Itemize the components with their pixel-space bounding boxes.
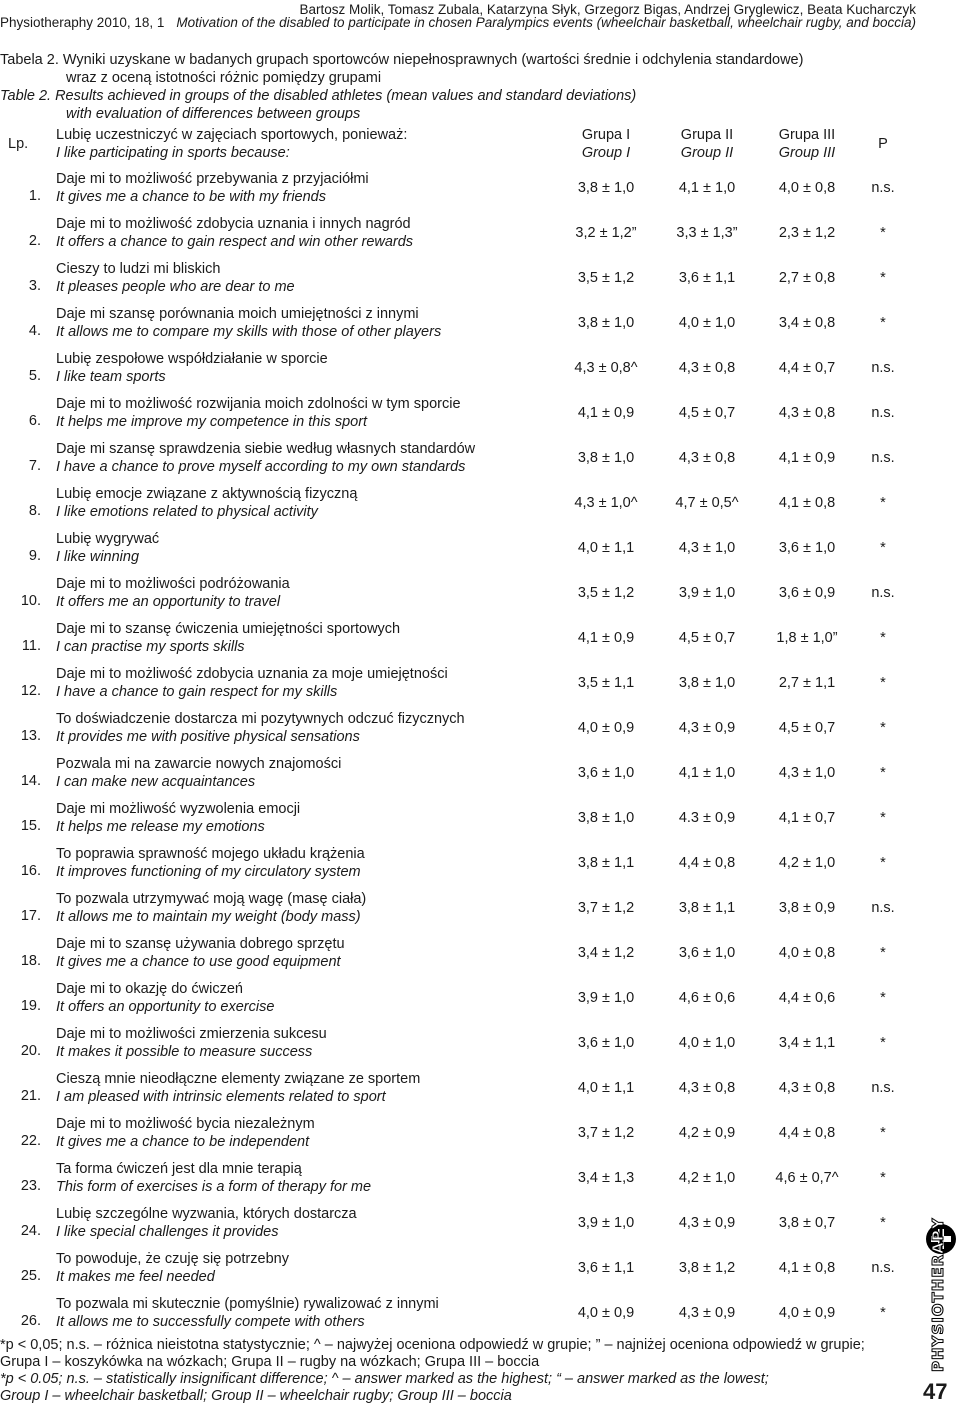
row-description (56, 845, 365, 881)
cell-group2: 4.3 ± 0,9 (678, 810, 736, 826)
table-row (0, 710, 920, 755)
cell-group3: 4,0 ± 0,9 (778, 1305, 836, 1321)
cell-group1: 3,6 ± 1,0 (577, 1035, 635, 1051)
row-description-en: It gives me a chance to be with my friends (56, 189, 326, 205)
row-description (56, 170, 369, 206)
row-description (56, 1160, 371, 1196)
row-description-pl: To pozwala utrzymywać moją wagę (masę ciała) (56, 891, 367, 907)
row-description (56, 395, 461, 431)
cell-p-value: n.s. (871, 900, 895, 916)
footnote-pl-line2: Grupa I – koszykówka na wózkach; Grupa II – rugby na wózkach; Grupa III – boccia (0, 1354, 540, 1370)
row-description-en: It pleases people who are dear to me (56, 279, 295, 295)
row-description-pl: Daje mi to możliwości zmierzenia sukcesu (56, 1026, 327, 1042)
row-number: 11. (21, 638, 41, 654)
running-header-journal: Physiotheraphy 2010, 18, 1 (0, 15, 165, 30)
row-description-pl: To doświadczenie dostarcza mi pozytywnych odczuć fizycznych (56, 711, 465, 727)
row-description-en: It offers me an opportunity to travel (56, 594, 281, 610)
table-row (0, 1160, 920, 1205)
cell-p-value: * (880, 1125, 886, 1141)
cell-group2: 3,8 ± 1,0 (678, 675, 736, 691)
running-header-authors: Bartosz Molik, Tomasz Zubala, Katarzyna Słyk, Grzegorz Bigas, Andrzej Gryglewicz, Beata Kucharczyk (299, 2, 916, 17)
row-description (56, 440, 475, 476)
cell-p-value: * (880, 945, 886, 961)
cell-group1: 3,8 ± 1,1 (577, 855, 635, 871)
caption-pl-line1: Tabela 2. Wyniki uzyskane w badanych grupach sportowców niepełnosprawnych (wartości średnie i odchylenia standardowe) (0, 52, 804, 68)
row-description-pl: Cieszą mnie nieodłączne elementy związane ze sportem (56, 1071, 421, 1087)
table-row (0, 1115, 920, 1160)
row-description (56, 305, 441, 341)
cell-group1: 4,0 ± 0,9 (577, 1305, 635, 1321)
table-row (0, 1205, 920, 1250)
journal-logo-text: PHYSIOTHERAPY (929, 1217, 947, 1372)
row-number: 20. (20, 1043, 41, 1059)
row-number: 22. (20, 1133, 41, 1149)
cell-p-value: * (880, 495, 886, 511)
row-number: 13. (20, 728, 41, 744)
table-row (0, 755, 920, 800)
cell-p-value: * (880, 270, 886, 286)
cell-group2: 4,2 ± 1,0 (678, 1170, 736, 1186)
cell-group3: 3,6 ± 1,0 (778, 540, 836, 556)
cell-p-value: * (880, 810, 886, 826)
cell-group2: 4,1 ± 1,0 (678, 765, 736, 781)
table-row (0, 980, 920, 1025)
cell-p-value: n.s. (871, 180, 895, 196)
cell-p-value: * (880, 855, 886, 871)
row-number: 26. (20, 1313, 41, 1329)
caption-pl-line2: wraz z oceną istotności różnic pomiędzy grupami (66, 70, 382, 86)
row-description-en: I like winning (56, 549, 140, 565)
cell-group2: 4,5 ± 0,7 (678, 405, 736, 421)
table-row (0, 215, 920, 260)
cell-p-value: * (880, 1305, 886, 1321)
col-header-group3-pl: Grupa III (778, 127, 836, 143)
table-row (0, 395, 920, 440)
cell-group3: 4,1 ± 0,8 (778, 1260, 836, 1276)
row-number: 5. (28, 368, 41, 384)
table-caption (0, 51, 900, 123)
col-header-group1-pl: Grupa I (581, 127, 631, 143)
cell-p-value: n.s. (871, 450, 895, 466)
col-header-description (56, 126, 407, 162)
row-number: 4. (28, 323, 41, 339)
cell-group1: 4,1 ± 0,9 (577, 630, 635, 646)
row-description (56, 485, 357, 521)
cell-group2: 4,5 ± 0,7 (678, 630, 736, 646)
table-row (0, 1025, 920, 1070)
row-number: 19. (20, 998, 41, 1014)
row-number: 18. (20, 953, 41, 969)
cell-p-value: * (880, 225, 886, 241)
cell-group3: 4,6 ± 0,7^ (775, 1170, 839, 1186)
row-description (56, 260, 295, 296)
row-number: 15. (20, 818, 41, 834)
col-header-group3-en: Group III (778, 145, 836, 161)
row-description-pl: Daje mi to możliwość zdobycia uznania i innych nagród (56, 216, 411, 232)
cell-group2: 4,3 ± 0,9 (678, 1215, 736, 1231)
cell-group1: 4,0 ± 1,1 (577, 540, 635, 556)
row-description (56, 710, 465, 746)
row-number: 6. (28, 413, 41, 429)
row-description (56, 935, 345, 971)
cell-group2: 4,3 ± 0,8 (678, 360, 736, 376)
row-description (56, 1025, 327, 1061)
cell-group3: 4,4 ± 0,8 (778, 1125, 836, 1141)
row-description (56, 1295, 439, 1331)
col-header-p: P (878, 136, 888, 152)
table-row (0, 440, 920, 485)
cell-p-value: * (880, 990, 886, 1006)
cell-group1: 3,5 ± 1,2 (577, 585, 635, 601)
cell-group2: 4,4 ± 0,8 (678, 855, 736, 871)
caption-en-line1: Table 2. Results achieved in groups of the disabled athletes (mean values and standard deviations) (0, 88, 637, 104)
table-row (0, 530, 920, 575)
row-number: 16. (20, 863, 41, 879)
table-row (0, 620, 920, 665)
row-number: 2. (28, 233, 41, 249)
table-row (0, 800, 920, 845)
row-description-en: It helps me release my emotions (56, 819, 265, 835)
cell-p-value: * (880, 315, 886, 331)
cell-group3: 3,8 ± 0,7 (778, 1215, 836, 1231)
row-description-en: I can make new acquaintances (56, 774, 256, 790)
col-header-group2-en: Group II (680, 145, 734, 161)
row-description (56, 980, 274, 1016)
cell-group3: 3,8 ± 0,9 (778, 900, 836, 916)
cell-group2: 3,8 ± 1,1 (678, 900, 736, 916)
cell-group3: 4,1 ± 0,7 (778, 810, 836, 826)
cell-group1: 4,0 ± 0,9 (577, 720, 635, 736)
table-row (0, 260, 920, 305)
row-description (56, 620, 400, 656)
cell-p-value: n.s. (871, 585, 895, 601)
row-description-pl: Daje mi to szansę używania dobrego sprzętu (56, 936, 345, 952)
cell-p-value: * (880, 1215, 886, 1231)
row-description (56, 1115, 315, 1151)
cell-group3: 4,3 ± 0,8 (778, 1080, 836, 1096)
row-description-en: It provides me with positive physical sensations (56, 729, 360, 745)
cell-group3: 4,5 ± 0,7 (778, 720, 836, 736)
cell-group2: 4,3 ± 0,8 (678, 450, 736, 466)
row-description-en: It allows me to successfully compete with others (56, 1314, 365, 1330)
cell-group3: 4,2 ± 1,0 (778, 855, 836, 871)
cell-group1: 4,3 ± 0,8^ (574, 360, 638, 376)
cell-group3: 2,7 ± 0,8 (778, 270, 836, 286)
row-description-en: It gives me a chance to use good equipment (56, 954, 341, 970)
cell-group1: 3,9 ± 1,0 (577, 990, 635, 1006)
cell-p-value: * (880, 720, 886, 736)
row-description (56, 1070, 420, 1106)
cell-group3: 4,1 ± 0,9 (778, 450, 836, 466)
cell-group1: 4,1 ± 0,9 (577, 405, 635, 421)
cell-group3: 3,4 ± 0,8 (778, 315, 836, 331)
row-description-en: It makes it possible to measure success (56, 1044, 313, 1060)
cell-group1: 4,0 ± 1,1 (577, 1080, 635, 1096)
table-row (0, 1295, 920, 1340)
row-description-pl: Daje mi to okazję do ćwiczeń (56, 981, 243, 997)
cell-group2: 3,3 ± 1,3” (676, 225, 738, 241)
col-header-group3 (758, 126, 856, 162)
cell-group1: 3,8 ± 1,0 (577, 810, 635, 826)
table-row (0, 485, 920, 530)
col-header-group2 (655, 126, 759, 162)
row-description (56, 890, 366, 926)
row-description-pl: Ta forma ćwiczeń jest dla mnie terapią (56, 1161, 302, 1177)
row-description (56, 350, 328, 386)
cell-p-value: * (880, 1170, 886, 1186)
row-number: 7. (28, 458, 41, 474)
row-number: 12. (20, 683, 41, 699)
row-number: 21. (20, 1088, 41, 1104)
row-description-en: I am pleased with intrinsic elements related to sport (56, 1089, 386, 1105)
col-header-desc-pl: Lubię uczestniczyć w zajęciach sportowych, ponieważ: (56, 127, 408, 143)
cell-group1: 3,8 ± 1,0 (577, 450, 635, 466)
cell-group1: 3,8 ± 1,0 (577, 180, 635, 196)
cell-group3: 2,3 ± 1,2 (778, 225, 836, 241)
cell-group3: 3,6 ± 0,9 (778, 585, 836, 601)
row-description-en: It gives me a chance to be independent (56, 1134, 310, 1150)
table-row (0, 170, 920, 215)
row-description-pl: Cieszy to ludzi mi bliskich (56, 261, 221, 277)
page-number: 47 (923, 1379, 948, 1404)
row-description (56, 1250, 289, 1286)
row-description-en: It offers an opportunity to exercise (56, 999, 275, 1015)
cell-group1: 3,7 ± 1,2 (577, 1125, 635, 1141)
table-row (0, 350, 920, 395)
row-description-en: It helps me improve my competence in this sport (56, 414, 368, 430)
row-description-en: It improves functioning of my circulatory system (56, 864, 361, 880)
row-description-pl: Daje mi szansę porównania moich umiejętności z innymi (56, 306, 419, 322)
cell-group2: 4,7 ± 0,5^ (675, 495, 739, 511)
table-row (0, 1250, 920, 1295)
table-footnotes (0, 1337, 865, 1405)
cell-group2: 3,9 ± 1,0 (678, 585, 736, 601)
cell-p-value: * (880, 540, 886, 556)
row-description-pl: Daje mi to możliwość zdobycia uznania za moje umiejętności (56, 666, 448, 682)
footnote-en-line1: *p < 0.05; n.s. – statistically insignificant difference; ^ – answer marked as the highest; “ – answer marked as the lowest; (0, 1371, 769, 1387)
row-number: 25. (20, 1268, 41, 1284)
row-description-en: It allows me to compare my skills with those of other players (56, 324, 442, 340)
cell-group1: 3,2 ± 1,2” (575, 225, 637, 241)
cell-group2: 4,6 ± 0,6 (678, 990, 736, 1006)
cell-group2: 3,8 ± 1,2 (678, 1260, 736, 1276)
row-number: 24. (20, 1223, 41, 1239)
cell-group1: 3,4 ± 1,2 (577, 945, 635, 961)
row-description-pl: Daje mi to szansę ćwiczenia umiejętności sportowych (56, 621, 401, 637)
cell-group3: 2,7 ± 1,1 (778, 675, 836, 691)
cell-group1: 3,6 ± 1,1 (577, 1260, 635, 1276)
cell-group3: 4,3 ± 1,0 (778, 765, 836, 781)
row-number: 1. (28, 188, 41, 204)
cell-group3: 1,8 ± 1,0” (776, 630, 838, 646)
row-description (56, 665, 448, 701)
cell-group2: 4,0 ± 1,0 (678, 315, 736, 331)
cell-group3: 4,0 ± 0,8 (778, 180, 836, 196)
cell-group1: 3,7 ± 1,2 (577, 900, 635, 916)
cell-group2: 4,2 ± 0,9 (678, 1125, 736, 1141)
row-number: 9. (28, 548, 41, 564)
cell-p-value: * (880, 1035, 886, 1051)
row-description-pl: Daje mi to możliwość przebywania z przyjaciółmi (56, 171, 369, 187)
row-description-pl: Pozwala mi na zawarcie nowych znajomości (56, 756, 342, 772)
row-description-en: It allows me to maintain my weight (body mass) (56, 909, 361, 925)
cell-group2: 3,6 ± 1,0 (678, 945, 736, 961)
journal-logo (922, 1217, 960, 1372)
col-header-group2-pl: Grupa II (680, 127, 734, 143)
row-description-pl: Daje mi szansę sprawdzenia siebie według własnych standardów (56, 441, 476, 457)
cell-group1: 3,4 ± 1,3 (577, 1170, 635, 1186)
row-description-pl: Lubię szczególne wyzwania, których dostarcza (56, 1206, 357, 1222)
cell-group2: 4,3 ± 1,0 (678, 540, 736, 556)
cell-group3: 4,4 ± 0,6 (778, 990, 836, 1006)
running-header-article-title: Motivation of the disabled to participate in chosen Paralympics events (wheelchair basketball, wheelchair rugby, and boccia) (176, 15, 916, 30)
table-row (0, 305, 920, 350)
row-number: 23. (20, 1178, 41, 1194)
col-header-desc-en: I like participating in sports because: (56, 145, 290, 161)
cell-p-value: n.s. (871, 1260, 895, 1276)
row-description-en: It makes me feel needed (56, 1269, 215, 1285)
cell-p-value: n.s. (871, 1080, 895, 1096)
cell-p-value: * (880, 765, 886, 781)
row-description-pl: Lubię emocje związane z aktywnością fizyczną (56, 486, 358, 502)
cell-p-value: n.s. (871, 360, 895, 376)
col-header-group1-en: Group I (581, 145, 631, 161)
table-row (0, 890, 920, 935)
table-row (0, 665, 920, 710)
row-number: 17. (20, 908, 41, 924)
row-description-en: I like special challenges it provides (56, 1224, 279, 1240)
table-row (0, 935, 920, 980)
cell-group1: 3,9 ± 1,0 (577, 1215, 635, 1231)
cell-group2: 4,3 ± 0,9 (678, 1305, 736, 1321)
row-description-pl: Daje mi możliwość wyzwolenia emocji (56, 801, 301, 817)
row-description-pl: Lubię zespołowe współdziałanie w sporcie (56, 351, 328, 367)
cell-group2: 4,0 ± 1,0 (678, 1035, 736, 1051)
row-description (56, 1205, 357, 1241)
row-description-pl: Lubię wygrywać (56, 531, 160, 547)
row-number: 8. (28, 503, 41, 519)
cell-group3: 4,4 ± 0,7 (778, 360, 836, 376)
cell-group2: 4,3 ± 0,8 (678, 1080, 736, 1096)
row-number: 3. (28, 278, 41, 294)
row-number: 10. (20, 593, 41, 609)
row-description-en: I like team sports (56, 369, 166, 385)
row-description-en: This form of exercises is a form of therapy for me (56, 1179, 372, 1195)
cell-group3: 4,1 ± 0,8 (778, 495, 836, 511)
table-row (0, 575, 920, 620)
col-header-lp: Lp. (8, 136, 29, 152)
row-description-en: I have a chance to gain respect for my skills (56, 684, 338, 700)
cell-group1: 3,8 ± 1,0 (577, 315, 635, 331)
cell-group1: 3,6 ± 1,0 (577, 765, 635, 781)
footnote-pl-line1: *p < 0,05; n.s. – różnica nieistotna statystycznie; ^ – najwyżej oceniona odpowiedź w grupie; ” – najniżej oceniona odpowiedź w grupie; (0, 1337, 865, 1353)
footnote-en-line2: Group I – wheelchair basketball; Group II – wheelchair rugby; Group III – boccia (0, 1388, 512, 1404)
row-description-pl: To poprawia sprawność mojego układu krążenia (56, 846, 365, 862)
row-description-en: I like emotions related to physical activity (56, 504, 318, 520)
caption-en-line2: with evaluation of differences between groups (66, 106, 361, 122)
cell-group2: 4,3 ± 0,9 (678, 720, 736, 736)
row-description-en: It offers a chance to gain respect and win other rewards (56, 234, 414, 250)
row-description (56, 575, 290, 611)
cell-p-value: n.s. (871, 405, 895, 421)
cell-group1: 3,5 ± 1,2 (577, 270, 635, 286)
cell-group3: 3,4 ± 1,1 (778, 1035, 836, 1051)
cell-p-value: * (880, 675, 886, 691)
row-description-pl: Daje mi to możliwość rozwijania moich zdolności w tym sporcie (56, 396, 461, 412)
row-description-pl: Daje mi to możliwość bycia niezależnym (56, 1116, 315, 1132)
cell-p-value: * (880, 630, 886, 646)
row-description-pl: Daje mi to możliwości podróżowania (56, 576, 290, 592)
cell-group3: 4,3 ± 0,8 (778, 405, 836, 421)
row-number: 14. (20, 773, 41, 789)
col-header-group1 (556, 126, 656, 162)
row-description (56, 530, 159, 566)
cell-group2: 4,1 ± 1,0 (678, 180, 736, 196)
row-description (56, 215, 413, 251)
row-description-en: I have a chance to prove myself according to my own standards (56, 459, 466, 475)
row-description (56, 755, 341, 791)
table-row (0, 1070, 920, 1115)
cell-group3: 4,0 ± 0,8 (778, 945, 836, 961)
row-description-pl: To powoduje, że czuję się potrzebny (56, 1251, 289, 1267)
cell-group1: 3,5 ± 1,1 (577, 675, 635, 691)
row-description (56, 800, 300, 836)
cell-group2: 3,6 ± 1,1 (678, 270, 736, 286)
table-row (0, 845, 920, 890)
row-description-pl: To pozwala mi skutecznie (pomyślnie) rywalizować z innymi (56, 1296, 439, 1312)
row-description-en: I can practise my sports skills (56, 639, 245, 655)
cell-group1: 4,3 ± 1,0^ (574, 495, 638, 511)
